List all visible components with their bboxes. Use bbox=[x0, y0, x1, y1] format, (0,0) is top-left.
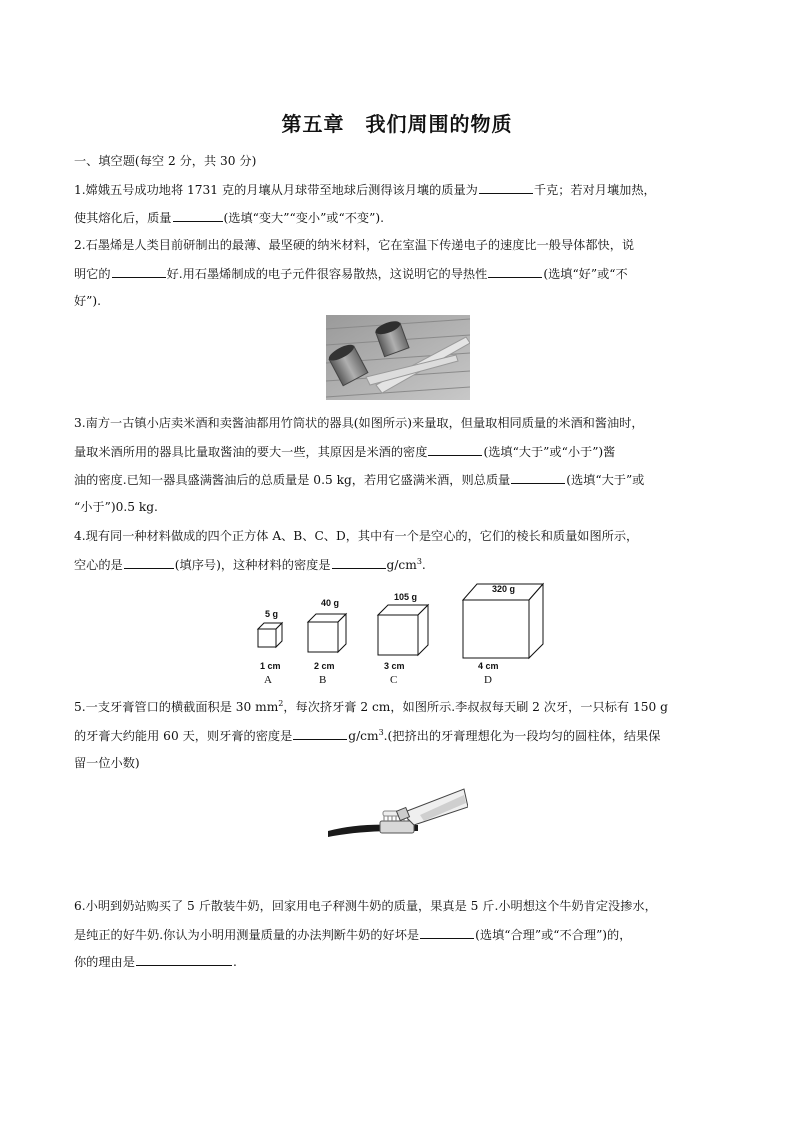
q5-line-2 bbox=[74, 727, 660, 744]
q4-line-2 bbox=[74, 556, 426, 573]
q4-text-2d: . bbox=[421, 558, 426, 572]
q5-text-1a: 5.一支牙膏管口的横截面积是 30 mm bbox=[74, 700, 279, 714]
q5-line-3: 留一位小数) bbox=[74, 756, 140, 770]
section-heading: 一、填空题(每空 2 分，共 30 分) bbox=[74, 154, 257, 168]
q6-text-2a: 是纯正的好牛奶.你认为小明用测量质量的办法判断牛奶的好坏是 bbox=[74, 928, 420, 942]
q5-text-2a: 的牙膏大约能用 60 天，则牙膏的密度是 bbox=[74, 729, 293, 743]
cube-a-letter: A bbox=[264, 674, 272, 686]
q5-blank-1[interactable] bbox=[293, 727, 347, 740]
q1-text-2b: (选填“变大”“变小”或“不变”). bbox=[223, 211, 384, 225]
cubes-figure bbox=[248, 578, 558, 690]
q1-line-2 bbox=[74, 209, 384, 226]
cube-c-letter: C bbox=[390, 674, 398, 686]
q2-line-1: 2.石墨烯是人类目前研制出的最薄、最坚硬的纳米材料，它在室温下传递电子的速度比一般导体都快，说 bbox=[74, 238, 635, 252]
q1-text-2a: 使其熔化后，质量 bbox=[74, 211, 172, 225]
cube-d bbox=[463, 584, 543, 658]
page-title: 第五章 我们周围的物质 bbox=[281, 112, 513, 136]
cube-b-edge: 2 cm bbox=[314, 661, 335, 671]
q3-line-1: 3.南方一古镇小店卖米酒和卖酱油都用竹筒状的器具(如图所示)来量取，但量取相同质量的米酒和酱油时， bbox=[74, 416, 644, 430]
bamboo-measure-photo bbox=[326, 315, 470, 400]
cube-b bbox=[308, 614, 346, 652]
q2-text-2a: 明它的 bbox=[74, 267, 111, 281]
q5-unit: g/cm bbox=[348, 729, 379, 743]
q6-line-3 bbox=[74, 953, 237, 970]
cube-c-mass: 105 g bbox=[394, 592, 418, 602]
q6-line-2 bbox=[74, 926, 631, 943]
cube-b-letter: B bbox=[319, 674, 327, 686]
toothpaste-photo bbox=[328, 785, 468, 845]
q3-text-2a: 量取米酒所用的器具比量取酱油的要大一些，其原因是米酒的密度 bbox=[74, 445, 428, 459]
cube-a bbox=[258, 623, 282, 647]
q6-text-2b: (选填“合理”或“不合理”)的， bbox=[475, 928, 632, 942]
q6-text-3a: 你的理由是 bbox=[74, 955, 135, 969]
cube-b-mass: 40 g bbox=[321, 598, 340, 608]
q2-line-2 bbox=[74, 265, 628, 282]
q4-unit: g/cm bbox=[386, 558, 417, 572]
q4-blank-2[interactable] bbox=[332, 556, 386, 569]
q2-line-3: 好”). bbox=[74, 294, 102, 308]
q5-text-2c: .(把挤出的牙膏理想化为一段均匀的圆柱体，结果保 bbox=[383, 729, 661, 743]
cube-c-edge: 3 cm bbox=[384, 661, 405, 671]
q3-blank-1[interactable] bbox=[428, 443, 482, 456]
cube-a-mass: 5 g bbox=[265, 609, 279, 619]
q5-text-1b: ，每次挤牙膏 2 cm，如图所示.李叔叔每天刷 2 次牙，一只标有 150 g bbox=[283, 700, 668, 714]
q3-text-3b: (选填“大于”或 bbox=[566, 473, 645, 487]
q4-unit-exponent: 3 bbox=[416, 556, 422, 566]
q4-text-2a: 空心的是 bbox=[74, 558, 123, 572]
q1-blank-2[interactable] bbox=[173, 209, 223, 222]
q2-blank-1[interactable] bbox=[112, 265, 166, 278]
q3-blank-2[interactable] bbox=[511, 471, 565, 484]
q5-unit-exponent: 3 bbox=[378, 727, 384, 737]
cube-d-mass: 320 g bbox=[492, 584, 516, 594]
q5-line-1 bbox=[74, 699, 668, 715]
q1-blank-1[interactable] bbox=[479, 181, 533, 194]
cube-c bbox=[378, 605, 428, 655]
q2-blank-2[interactable] bbox=[488, 265, 542, 278]
q4-line-1: 4.现有同一种材料做成的四个正方体 A、B、C、D，其中有一个是空心的，它们的棱长和质量如图所示， bbox=[74, 529, 639, 543]
q3-line-3 bbox=[74, 471, 644, 488]
q1-text-1a: 1.嫦娥五号成功地将 1731 克的月壤从月球带至地球后测得该月壤的质量为 bbox=[74, 183, 478, 197]
q4-blank-1[interactable] bbox=[124, 556, 174, 569]
cube-a-edge: 1 cm bbox=[260, 661, 281, 671]
q2-text-2c: (选填“好”或“不 bbox=[543, 267, 628, 281]
q1-line-1 bbox=[74, 181, 656, 198]
q6-line-1: 6.小明到奶站购买了 5 斤散装牛奶，回家用电子秤测牛奶的质量，果真是 5 斤.小明想这个牛奶肯定没掺水， bbox=[74, 899, 657, 913]
q3-text-3a: 油的密度.已知一器具盛满酱油后的总质量是 0.5 kg，若用它盛满米酒，则总质量 bbox=[74, 473, 511, 487]
cube-d-edge: 4 cm bbox=[478, 661, 499, 671]
q3-line-2 bbox=[74, 443, 615, 460]
q6-blank-2[interactable] bbox=[136, 953, 232, 966]
q3-line-4: “小于”)0.5 kg. bbox=[74, 500, 158, 514]
q6-text-3b: . bbox=[232, 955, 237, 969]
q6-blank-1[interactable] bbox=[420, 926, 474, 939]
q2-text-2b: 好.用石墨烯制成的电子元件很容易散热，这说明它的导热性 bbox=[166, 267, 488, 281]
cube-d-letter: D bbox=[484, 674, 492, 686]
q5-area-exponent: 2 bbox=[278, 698, 284, 708]
q4-text-2b: (填序号)，这种材料的密度是 bbox=[174, 558, 331, 572]
q3-text-2b: (选填“大于”或“小于”)酱 bbox=[483, 445, 616, 459]
q1-text-1b: 千克；若对月壤加热， bbox=[533, 183, 656, 197]
